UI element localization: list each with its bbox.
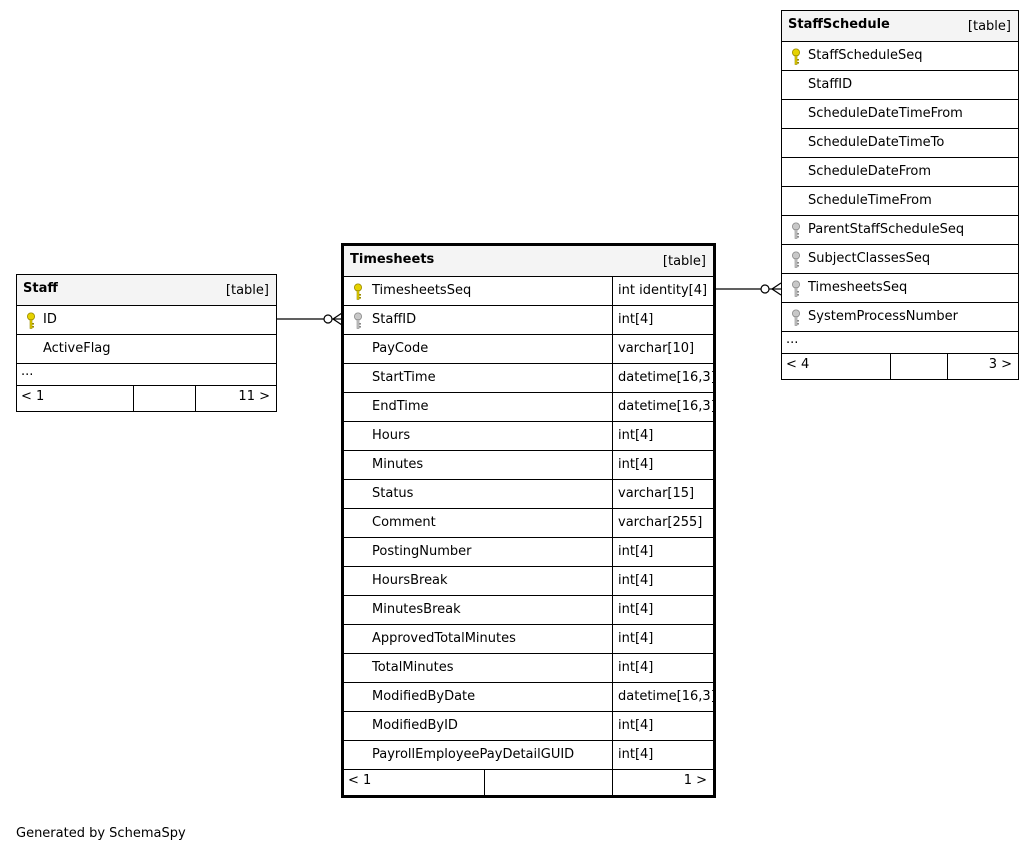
table-header [344, 246, 713, 276]
column-type: varchar[15] [618, 486, 695, 501]
column-row [782, 215, 1018, 244]
column-type: int[4] [618, 544, 654, 559]
column-name: ScheduleTimeFrom [808, 193, 932, 208]
staff-timesheets-relation [277, 313, 342, 325]
parent-count: < 1 [348, 773, 372, 788]
column-name: ScheduleDateTimeTo [808, 135, 945, 150]
column-row [344, 508, 713, 537]
more-columns: ... [786, 332, 799, 347]
column-type: int[4] [618, 457, 654, 472]
parent-count: < 4 [786, 357, 810, 372]
column-name: ApprovedTotalMinutes [372, 631, 516, 646]
column-row [344, 450, 713, 479]
foreign-key-icon [791, 309, 801, 327]
column-type: int[4] [618, 747, 654, 762]
timesheets-staffschedule-relation [715, 283, 781, 295]
column-type: datetime[16,3] [618, 689, 716, 704]
column-name: TotalMinutes [372, 660, 454, 675]
column-row [344, 566, 713, 595]
column-row [344, 537, 713, 566]
column-row [782, 302, 1018, 331]
column-row [344, 392, 716, 421]
generated-by-note: Generated by SchemaSpy [16, 826, 186, 841]
table-header [782, 11, 1018, 41]
table-footer [782, 353, 1018, 379]
column-type: int[4] [618, 660, 654, 675]
column-name: ModifiedByDate [372, 689, 476, 704]
foreign-key-icon [791, 280, 801, 298]
column-name: MinutesBreak [372, 602, 461, 617]
table-type: [table] [967, 19, 1011, 34]
timesheets-table[interactable] [341, 243, 716, 798]
table-footer [17, 385, 276, 411]
column-name: HoursBreak [372, 573, 448, 588]
column-name: ParentStaffScheduleSeq [808, 222, 965, 237]
column-row [782, 157, 1018, 186]
column-name: EndTime [372, 399, 429, 414]
column-row [782, 128, 1018, 157]
column-type: datetime[16,3] [618, 399, 716, 414]
column-row [782, 244, 1018, 273]
table-footer [344, 769, 713, 795]
foreign-key-icon [791, 222, 801, 240]
column-row [344, 479, 713, 508]
column-name: ScheduleDateFrom [808, 164, 932, 179]
column-name: StaffScheduleSeq [808, 48, 923, 63]
column-name: ModifiedByID [372, 718, 458, 733]
column-row [344, 682, 716, 711]
staffschedule-table[interactable] [781, 10, 1019, 380]
column-row [344, 711, 713, 740]
column-name: TimesheetsSeq [372, 283, 472, 298]
column-name: TimesheetsSeq [808, 280, 908, 295]
column-row [782, 99, 1018, 128]
column-row [782, 41, 1018, 70]
child-count: 3 > [988, 357, 1012, 372]
column-row [344, 276, 713, 305]
column-name: PostingNumber [372, 544, 472, 559]
column-row [344, 363, 716, 392]
column-row [344, 421, 713, 450]
column-row [782, 186, 1018, 215]
column-row [344, 305, 713, 334]
primary-key-icon [791, 48, 801, 66]
column-type: int[4] [618, 573, 654, 588]
column-row [344, 740, 713, 769]
column-row [17, 334, 276, 363]
column-name: Status [372, 486, 414, 501]
column-name: Minutes [372, 457, 424, 472]
column-name: PayrollEmployeePayDetailGUID [372, 747, 575, 762]
table-name: Staff [23, 281, 58, 296]
primary-key-icon [26, 312, 36, 330]
column-type: int[4] [618, 428, 654, 443]
more-columns-row [17, 363, 276, 385]
column-type: int identity[4] [618, 283, 708, 298]
foreign-key-icon [353, 312, 363, 330]
column-row [344, 653, 713, 682]
column-type: varchar[10] [618, 341, 695, 356]
column-name: Hours [372, 428, 411, 443]
table-type: [table] [662, 254, 706, 269]
column-type: int[4] [618, 312, 654, 327]
table-header [17, 275, 276, 305]
staff-table[interactable] [16, 274, 277, 412]
primary-key-icon [353, 283, 363, 301]
column-name: StaffID [808, 77, 853, 92]
column-name: StaffID [372, 312, 417, 327]
parent-count: < 1 [21, 389, 45, 404]
column-name: ActiveFlag [43, 341, 111, 356]
column-name: ScheduleDateTimeFrom [808, 106, 963, 121]
more-columns-row [782, 331, 1018, 353]
column-row [17, 305, 276, 334]
column-row [782, 70, 1018, 99]
column-name: SystemProcessNumber [808, 309, 959, 324]
table-name: StaffSchedule [788, 17, 890, 32]
child-count: 1 > [683, 773, 707, 788]
column-row [344, 595, 713, 624]
more-columns: ... [21, 364, 34, 379]
column-name: SubjectClassesSeq [808, 251, 931, 266]
column-row [782, 273, 1018, 302]
column-type: varchar[255] [618, 515, 703, 530]
column-row [344, 624, 713, 653]
column-row [344, 334, 713, 363]
column-name: StartTime [372, 370, 436, 385]
child-count: 11 > [238, 389, 270, 404]
column-type: int[4] [618, 718, 654, 733]
column-type: int[4] [618, 602, 654, 617]
table-name: Timesheets [350, 252, 435, 267]
column-name: Comment [372, 515, 436, 530]
column-name: ID [43, 312, 57, 327]
table-type: [table] [225, 283, 269, 298]
column-type: datetime[16,3] [618, 370, 716, 385]
foreign-key-icon [791, 251, 801, 269]
column-name: PayCode [372, 341, 429, 356]
column-type: int[4] [618, 631, 654, 646]
